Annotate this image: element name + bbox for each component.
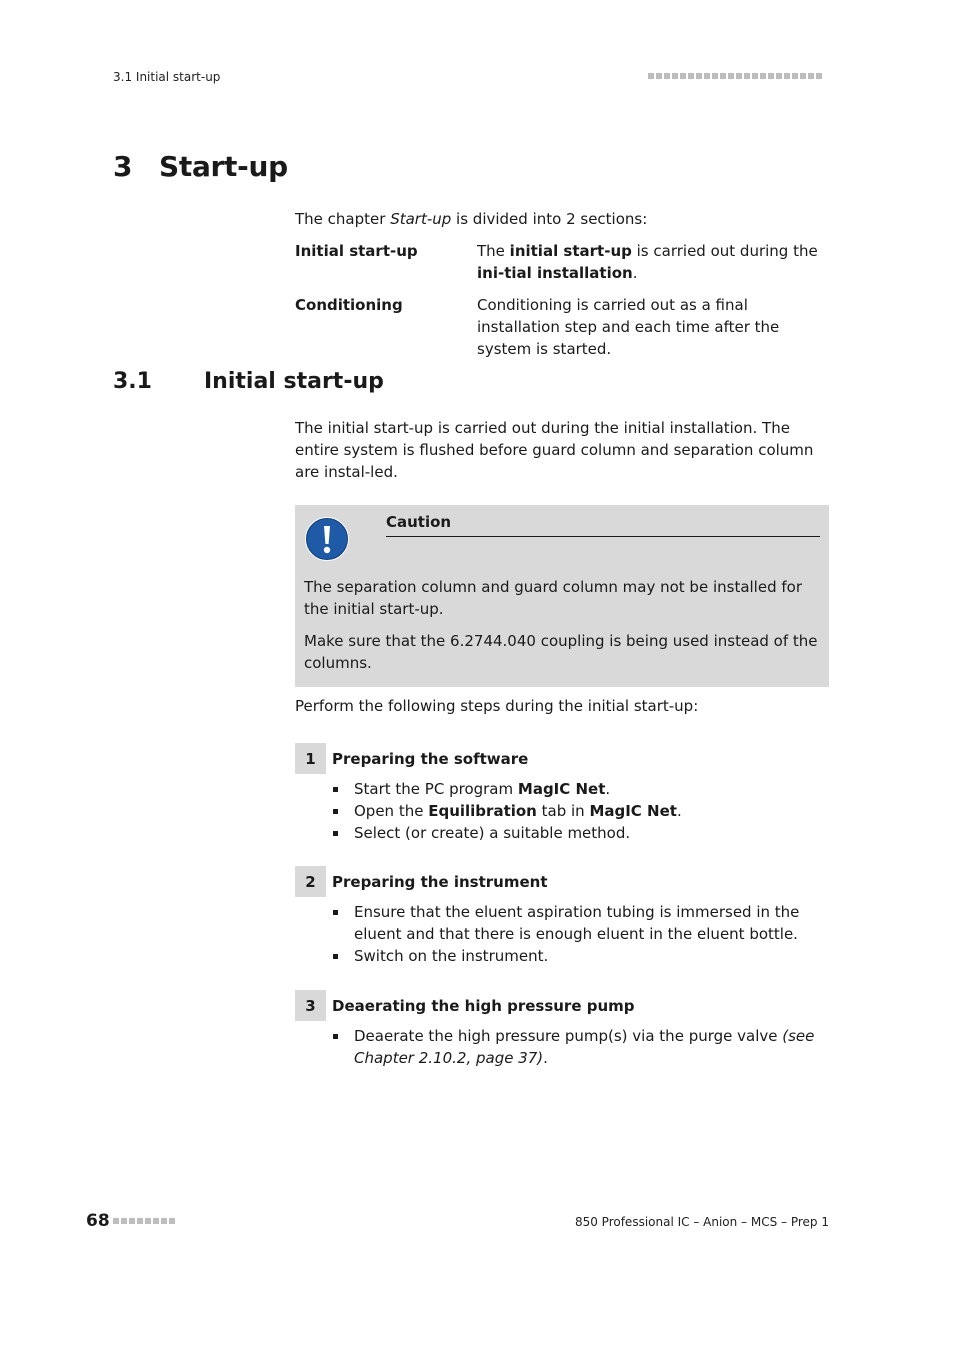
chapter-title: Start-up: [159, 150, 288, 183]
footer-decoration-dots: [113, 1218, 175, 1224]
step-number: 1: [295, 743, 326, 774]
step-1: [295, 743, 829, 844]
list-item: Switch on the instrument.: [332, 945, 829, 967]
chapter-number: 3: [113, 150, 133, 183]
definition-row: [295, 240, 829, 284]
step-3: [295, 990, 829, 1069]
step-number: 2: [295, 866, 326, 897]
caution-box: [295, 505, 829, 687]
chapter-intro: [295, 208, 829, 230]
step-2: [295, 866, 829, 967]
intro-text: The chapter: [295, 210, 391, 228]
caution-title: Caution: [386, 513, 820, 537]
step-title: Preparing the instrument: [332, 872, 548, 891]
list-item: Open the Equilibration tab in MagIC Net.: [332, 800, 829, 822]
chapter-heading: [113, 150, 288, 183]
step-header: [295, 743, 829, 774]
list-item: Deaerate the high pressure pump(s) via the purge valve (see Chapter 2.10.2, page 37).: [332, 1025, 829, 1069]
page-number: 68: [86, 1211, 110, 1231]
definition-description: Conditioning is carried out as a final installation step and each time after the system is started.: [477, 296, 780, 358]
caution-paragraph: The separation column and guard column may not be installed for the initial start-up.: [304, 578, 802, 618]
header-decoration-dots: [648, 73, 822, 79]
running-header-section: 3.1 Initial start-up: [113, 70, 221, 84]
definition-description: The initial start-up is carried out during the ini-tial installation.: [477, 242, 818, 282]
step-bullet-list: [295, 778, 829, 844]
list-item: Ensure that the eluent aspiration tubing is immersed in the eluent and that there is enough eluent in the eluent bottle.: [332, 901, 829, 945]
intro-text-end: is divided into 2 sections:: [451, 210, 648, 228]
step-bullet-list: [295, 1025, 829, 1069]
intro-italic: Start-up: [390, 210, 452, 228]
exclamation-icon: [304, 516, 350, 562]
step-title: Preparing the software: [332, 749, 529, 768]
section-heading: [113, 369, 384, 394]
caution-paragraph: Make sure that the 6.2744.040 coupling is being used instead of the columns.: [304, 632, 818, 672]
step-header: [295, 866, 829, 897]
definition-row: [295, 294, 829, 360]
definition-term[interactable]: Conditioning: [295, 296, 403, 314]
caution-body: [304, 576, 820, 684]
list-item: Start the PC program MagIC Net.: [332, 778, 829, 800]
sections-definition-list: [295, 240, 829, 370]
cross-reference-link[interactable]: (see Chapter 2.10.2, page 37): [354, 1027, 815, 1067]
step-number: 3: [295, 990, 326, 1021]
step-title: Deaerating the high pressure pump: [332, 996, 635, 1015]
section-number: 3.1: [113, 369, 152, 394]
steps-intro: Perform the following steps during the initial start-up:: [295, 697, 699, 715]
footer-document-title: 850 Professional IC – Anion – MCS – Prep 1: [574, 1215, 829, 1229]
section-title: Initial start-up: [204, 369, 384, 394]
step-header: [295, 990, 829, 1021]
list-item: Select (or create) a suitable method.: [332, 822, 829, 844]
step-bullet-list: [295, 901, 829, 967]
section-paragraph: The initial start-up is carried out during the initial installation. The entire system is flushed before guard column and separation column are instal-led.: [295, 419, 814, 481]
definition-term[interactable]: Initial start-up: [295, 242, 418, 260]
